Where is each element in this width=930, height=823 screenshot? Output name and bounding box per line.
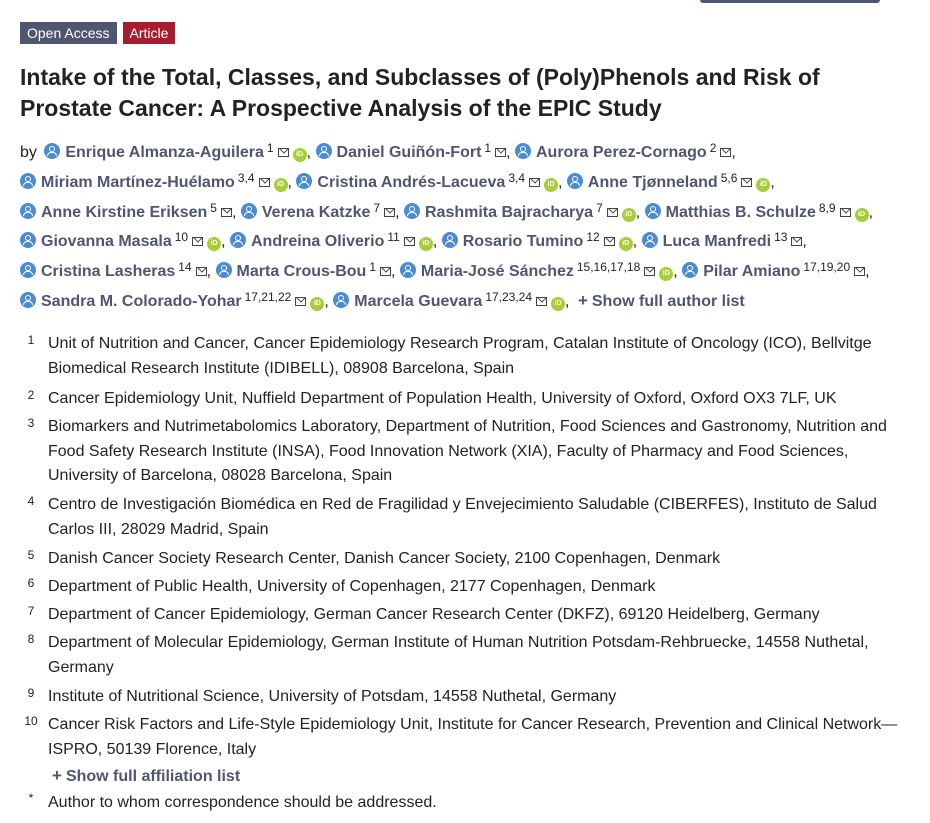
affiliation-number: 10 [24,714,38,728]
author-separator: , [324,292,329,310]
author-separator: , [287,173,292,191]
author-separator: , [802,233,807,251]
author-item [645,200,874,221]
orcid-icon[interactable]: iD [622,208,636,222]
mail-icon[interactable] [278,148,289,157]
correspondence-note [20,791,928,812]
person-icon[interactable] [642,232,658,248]
person-icon[interactable] [333,292,349,308]
person-icon[interactable] [442,232,458,248]
author-affiliation-sup: 1 [369,260,377,275]
show-full-affiliation-list-button[interactable] [52,766,240,786]
orcid-icon[interactable]: iD [293,148,307,162]
mail-icon[interactable] [380,267,391,276]
affiliation-item [20,547,900,572]
author-separator: , [221,233,226,251]
author-separator: , [506,144,511,161]
affiliation-text: Cancer Risk Factors and Life-Style Epidemiology Unit, Institute for Cancer Research, Prevention and Clinical Network—ISPRO, 50139 Florence, Italy [48,716,898,758]
person-icon[interactable] [44,143,60,159]
author-name-link[interactable]: Enrique Almanza-Aguilera [65,144,264,161]
author-name-link[interactable]: Aurora Perez-Cornago [535,144,707,161]
author-item [216,260,396,281]
author-affiliation-sup: 17,23,24 [485,289,533,304]
author-affiliation-sup: 12 [586,230,600,245]
author-item [642,230,807,251]
orcid-icon[interactable]: iD [855,208,869,222]
affiliation-item [20,631,900,680]
affiliation-text: Department of Molecular Epidemiology, German Institute of Human Nutrition Potsdam-Rehbruecke, 14558 Nuthetal, Germany [48,634,869,676]
orcid-icon[interactable]: iD [419,237,433,251]
mail-icon[interactable] [495,148,506,157]
affiliation-number: 3 [27,416,35,430]
person-icon[interactable] [400,262,416,278]
author-affiliation-sup: 13 [774,230,788,245]
author-item [682,260,870,281]
affiliation-item [20,387,900,412]
author-item [442,230,638,251]
author-affiliation-sup: 17,19,20 [803,260,851,275]
show-full-author-list-button[interactable] [577,290,745,310]
author-item [230,230,438,251]
orcid-icon[interactable]: iD [619,237,633,251]
show-full-author-list-label: Show full author list [591,292,745,310]
affiliation-item [20,685,900,710]
orcid-icon[interactable]: iD [756,178,770,192]
article-title: Intake of the Total, Classes, and Subclasses of (Poly)Phenols and Risk of Prostate Cancer: A Prospective Analysis of the EPIC Study [20,64,820,121]
author-name-link[interactable]: Cristina Lasheras [41,263,176,281]
affiliation-item [20,603,900,628]
person-icon[interactable] [20,173,36,189]
author-separator: , [868,203,874,221]
author-list [20,136,880,315]
author-item [567,170,775,191]
author-separator: , [731,144,736,161]
orcid-icon[interactable]: iD [659,267,673,281]
author-item [20,200,237,221]
author-name-link[interactable]: Andreina Oliverio [250,233,385,251]
correspondence-marker: * [28,791,34,805]
affiliation-number: 2 [27,388,35,402]
affiliation-number: 9 [27,686,35,700]
author-item [20,289,329,310]
author-affiliation-sup: 3,4 [508,170,526,185]
author-item [404,200,641,221]
author-item [20,170,292,191]
author-affiliation-sup: 5 [210,200,217,215]
author-affiliation-sup: 7 [596,200,603,215]
top-bar-tab[interactable] [700,0,880,3]
author-separator: , [558,173,563,191]
article-badges [20,22,175,44]
mail-icon[interactable] [854,267,865,276]
show-full-affiliation-list-label: Show full affiliation list [65,768,241,785]
author-item [20,260,212,281]
author-affiliation-sup: 5,6 [720,170,738,185]
open-access-badge[interactable]: Open Access [20,22,117,44]
mail-icon[interactable] [196,267,207,276]
author-affiliation-sup: 2 [709,141,717,155]
plus-icon: + [577,290,588,310]
affiliation-text: Unit of Nutrition and Cancer, Cancer Epidemiology Research Program, Catalan Institute of Oncology (ICO), Bellvitge Biomedical Research Institute (IDIBELL), 08908 Barcelona, Spain [48,335,872,377]
author-name-link[interactable]: Luca Manfredi [662,233,772,251]
author-separator: , [565,292,570,310]
orcid-icon[interactable]: iD [207,237,221,251]
author-item [333,289,570,310]
mail-icon[interactable] [221,208,232,217]
plus-icon: + [52,766,62,785]
author-name-link[interactable]: Anne Tjønneland [587,173,718,191]
article-type-badge: Article [123,22,176,44]
orcid-icon[interactable]: iD [551,297,565,311]
author-name-link[interactable]: Rashmita Bajracharya [424,203,594,221]
author-name-link[interactable]: Maria-José Sánchez [420,263,574,281]
author-affiliation-sup: 17,21,22 [244,289,292,304]
affiliation-text: Department of Public Health, University of Copenhagen, 2177 Copenhagen, Denmark [48,578,656,595]
author-item [20,230,226,251]
person-icon[interactable] [241,203,257,219]
affiliation-text: Department of Cancer Epidemiology, German Cancer Research Center (DKFZ), 69120 Heidelberg, Germany [48,606,820,623]
author-separator: , [206,263,212,281]
mail-icon[interactable] [720,148,731,157]
author-separator: , [673,263,678,281]
author-affiliation-sup: 1 [266,141,274,155]
author-affiliation-sup: 1 [484,141,492,155]
affiliation-text: Institute of Nutritional Science, University of Potsdam, 14558 Nuthetal, Germany [48,688,617,705]
person-icon[interactable] [645,203,661,219]
author-affiliation-sup: 15,16,17,18 [576,260,641,275]
person-icon[interactable] [20,232,36,248]
author-name-link[interactable]: Sandra M. Colorado-Yohar [41,292,242,310]
mail-icon[interactable] [741,178,752,187]
author-item [296,170,563,191]
author-name-link[interactable]: Matthias B. Schulze [665,203,816,221]
author-item [241,200,400,221]
person-icon[interactable] [404,203,420,219]
by-label: by [20,144,37,161]
author-name-link[interactable]: Marta Crous-Bou [236,263,367,281]
author-item [400,260,678,281]
affiliation-number: 7 [27,604,35,618]
mail-icon[interactable] [404,237,415,246]
affiliation-item [20,575,900,600]
correspondence-text: Author to whom correspondence should be addressed. [48,794,437,811]
author-separator: , [391,263,396,281]
person-icon[interactable] [515,143,531,159]
affiliation-number: 6 [27,576,35,590]
author-name-link[interactable]: Cristina Andrés-Lacueva [317,173,506,191]
author-separator: , [231,203,237,221]
author-name-link[interactable]: Pilar Amiano [703,263,801,281]
affiliation-item [20,415,900,489]
mail-icon[interactable] [604,237,615,246]
author-separator: , [770,173,775,191]
author-affiliation-sup: 3,4 [237,170,255,185]
affiliation-number: 8 [27,632,35,646]
affiliation-text: Centro de Investigación Biomédica en Red de Fragilidad y Envejecimiento Saludable (CIBERFES), Instituto de Salud Carlos III, 28029 Madrid, Spain [48,496,877,538]
author-name-link[interactable]: Daniel Guiñón-Fort [336,144,482,161]
person-icon[interactable] [20,262,36,278]
author-separator: , [395,203,400,221]
affiliation-number: 5 [27,548,35,562]
author-item [44,141,312,161]
orcid-icon[interactable]: iD [544,178,558,192]
affiliation-text: Danish Cancer Society Research Center, Danish Cancer Society, 2100 Copenhagen, Denmark [48,550,721,567]
author-affiliation-sup: 14 [178,260,192,275]
author-name-link[interactable]: Marcela Guevara [354,292,483,310]
person-icon[interactable] [20,203,36,219]
author-item [515,141,736,161]
author-name-link[interactable]: Verena Katzke [261,203,371,221]
person-icon[interactable] [296,173,312,189]
author-affiliation-sup: 10 [174,230,189,245]
author-separator: , [632,233,638,251]
mail-icon[interactable] [644,267,655,276]
affiliation-number: 4 [27,494,35,508]
person-icon[interactable] [567,173,583,189]
orcid-icon[interactable]: iD [310,297,324,311]
affiliation-item [20,493,900,542]
affiliation-item [20,332,900,381]
orcid-icon[interactable]: iD [274,178,288,192]
author-name-link[interactable]: Miriam Martínez-Huélamo [41,173,235,191]
person-icon[interactable] [682,262,698,278]
mail-icon[interactable] [295,297,306,306]
mail-icon[interactable] [529,178,540,187]
mail-icon[interactable] [840,208,851,217]
mail-icon[interactable] [791,237,802,246]
person-icon[interactable] [20,292,36,308]
author-separator: , [865,263,870,281]
affiliation-item [20,713,900,762]
author-affiliation-sup: 8,9 [818,200,836,215]
person-icon[interactable] [230,232,246,248]
person-icon[interactable] [316,143,332,159]
author-separator: , [635,203,641,221]
author-name-link[interactable]: Rosario Tumino [462,233,584,251]
mail-icon[interactable] [384,208,395,217]
person-icon[interactable] [216,262,232,278]
author-name-link[interactable]: Anne Kirstine Eriksen [41,203,208,221]
author-item [316,141,511,161]
author-affiliation-sup: 7 [373,200,381,215]
affiliation-text: Cancer Epidemiology Unit, Nuffield Department of Population Health, University of Oxford, Oxford OX3 7LF, UK [48,390,837,407]
mail-icon[interactable] [536,297,547,306]
author-separator: , [306,144,312,161]
affiliation-number: 1 [27,333,35,347]
affiliation-text: Biomarkers and Nutrimetabolomics Laboratory, Department of Nutrition, Food Sciences and Gastronomy, Nutrition and Food Safety Research Institute (INSA), Food Innovation Network (XIA), Faculty of Pharmacy and Food Sciences, University of Barcelona, 08028 Barcelona, Spain [48,418,887,484]
author-name-link[interactable]: Giovanna Masala [41,233,172,251]
author-separator: , [432,233,438,251]
mail-icon[interactable] [607,208,618,217]
author-affiliation-sup: 11 [387,230,400,245]
mail-icon[interactable] [259,178,270,187]
mail-icon[interactable] [192,237,203,246]
